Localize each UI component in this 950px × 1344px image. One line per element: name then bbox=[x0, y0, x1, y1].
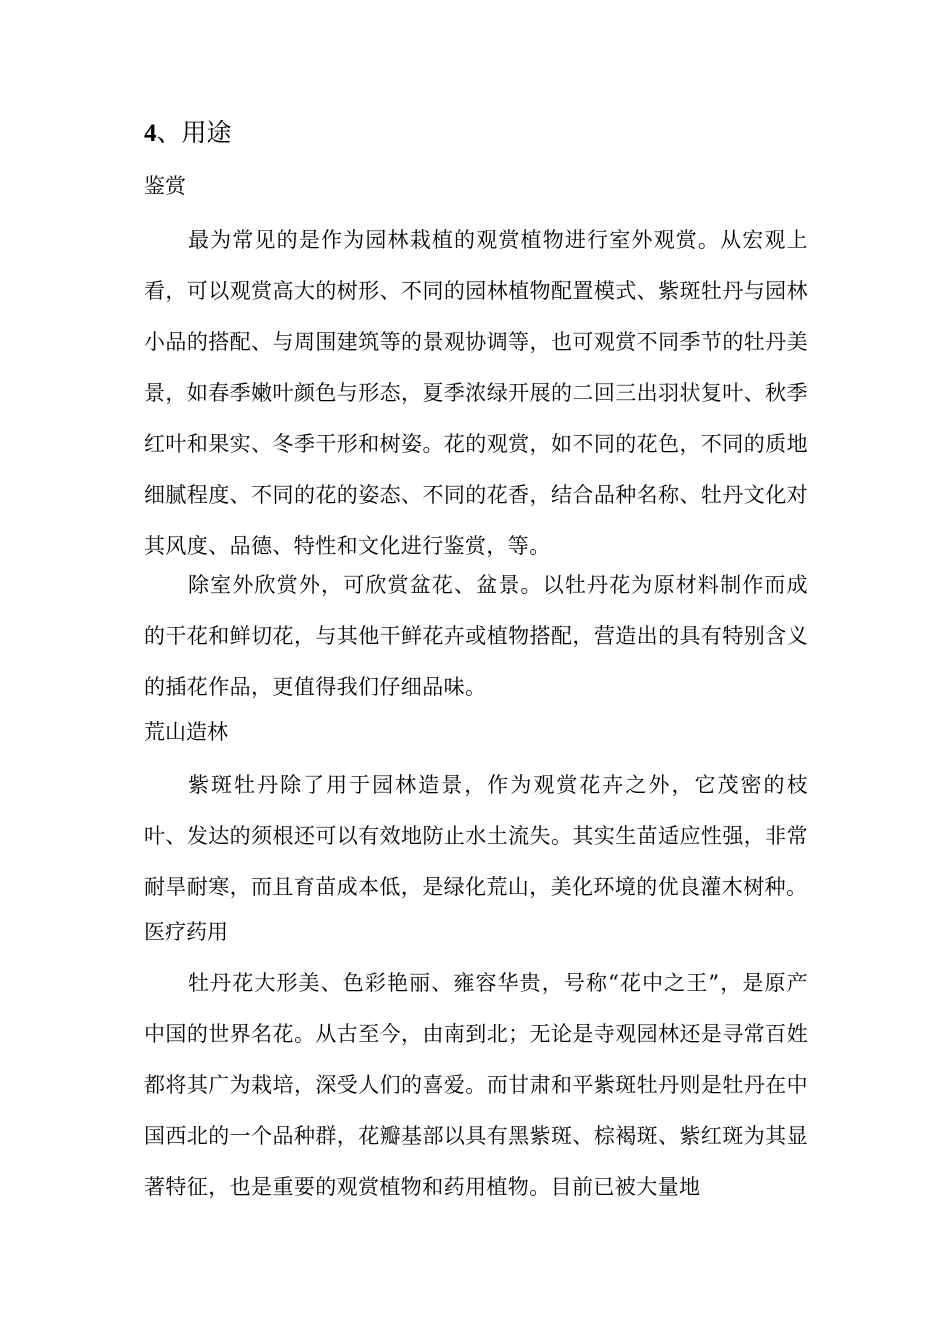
section-heading bbox=[144, 113, 232, 154]
paragraph-afforestation: 紫斑牡丹除了用于园林造景，作为观赏花卉之外，它茂密的枝叶、发达的须根还可以有效地防止水土流失。其实生苗适应性强，非常耐旱耐寒，而且育苗成本低，是绿化荒山，美化环境的优良灌木树种。 bbox=[144, 773, 808, 899]
subheading-medical: 医疗药用 bbox=[144, 920, 228, 944]
paragraph-appreciation-1: 最为常见的是作为园林栽植的观赏植物进行室外观赏。从宏观上看，可以观赏高大的树形、不同的园林植物配置模式、紫斑牡丹与园林小品的搭配、与周围建筑等的景观协调等，也可观赏不同季节的牡丹美景，如春季嫩叶颜色与形态，夏季浓绿开展的二回三出羽状复叶、秋季红叶和果实、冬季干形和树姿。花的观赏，如不同的花色，不同的质地细腻程度、不同的花的姿态、不同的花香，结合品种名称、牡丹文化对其风度、品德、特性和文化进行鉴赏，等。 bbox=[144, 228, 808, 558]
heading-text: 、用途 bbox=[156, 118, 232, 147]
paragraph-appreciation-2: 除室外欣赏外，可欣赏盆花、盆景。以牡丹花为原材料制作而成的干花和鲜切花，与其他干鲜花卉或植物搭配，营造出的具有特别含义的插花作品，更值得我们仔细品味。 bbox=[144, 573, 808, 699]
subheading-appreciation: 鉴赏 bbox=[144, 174, 186, 198]
paragraph-medical: 牡丹花大形美、色彩艳丽、雍容华贵，号称“花中之王”，是原产中国的世界名花。从古至今，由南到北；无论是寺观园林还是寻常百姓都将其广为栽培，深受人们的喜爱。而甘肃和平紫斑牡丹则是牡丹在中国西北的一个品种群，花瓣基部以具有黑紫斑、棕褐斑、紫红斑为其显著特征，也是重要的观赏植物和药用植物。目前已被大量地 bbox=[144, 971, 808, 1199]
heading-number: 4 bbox=[144, 120, 157, 147]
subheading-afforestation: 荒山造林 bbox=[144, 720, 228, 744]
